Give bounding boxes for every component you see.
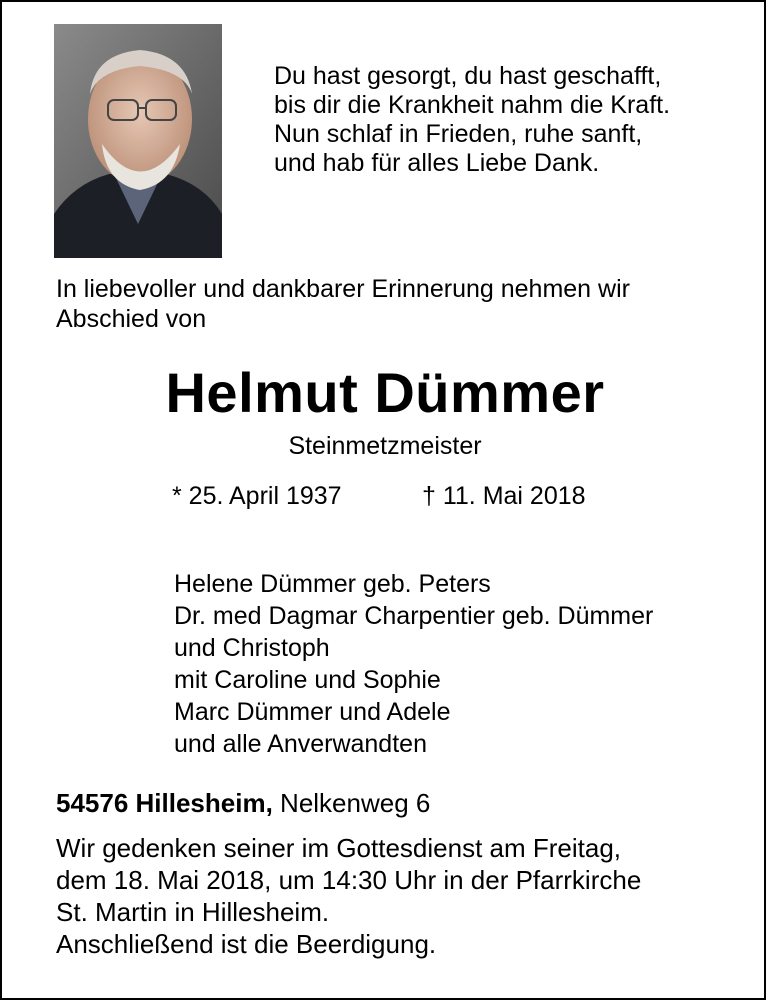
service-line: Anschließend ist die Beerdigung. [56, 929, 437, 959]
poem-line: Du hast gesorgt, du hast geschafft, [274, 62, 662, 90]
address-city: 54576 Hillesheim, [56, 788, 273, 818]
portrait-photo [54, 24, 222, 258]
mourners-list [174, 568, 653, 760]
address-street: Nelkenweg 6 [280, 788, 431, 818]
death-date: † 11. Mai 2018 [422, 482, 586, 510]
service-line: dem 18. Mai 2018, um 14:30 Uhr in der Pfarrkirche [56, 865, 642, 895]
service-line: St. Martin in Hillesheim. [56, 897, 330, 927]
portrait-image [54, 24, 222, 258]
mourner-line: Helene Dümmer geb. Peters [174, 570, 491, 598]
address [56, 788, 430, 819]
mourner-line: und Christoph [174, 634, 330, 662]
service-info [56, 832, 641, 960]
poem-line: und hab für alles Liebe Dank. [274, 149, 600, 177]
mourner-line: Dr. med Dagmar Charpentier geb. Dümmer [174, 602, 654, 630]
deceased-profession: Steinmetzmeister [288, 432, 482, 460]
service-line: Wir gedenken seiner im Gottesdienst am Freitag, [56, 833, 622, 863]
mourner-line: und alle Anverwandten [174, 730, 427, 758]
mourner-line: Marc Dümmer und Adele [174, 698, 451, 726]
poem [274, 62, 670, 178]
intro-text: In liebevoller und dankbarer Erinnerung nehmen wir Abschied von [56, 275, 630, 333]
poem-line: bis dir die Krankheit nahm die Kraft. [274, 91, 671, 119]
mourner-line: mit Caroline und Sophie [174, 666, 441, 694]
deceased-name: Helmut Dümmer [165, 361, 605, 424]
poem-line: Nun schlaf in Frieden, ruhe sanft, [274, 120, 643, 148]
birth-date: * 25. April 1937 [172, 482, 342, 510]
